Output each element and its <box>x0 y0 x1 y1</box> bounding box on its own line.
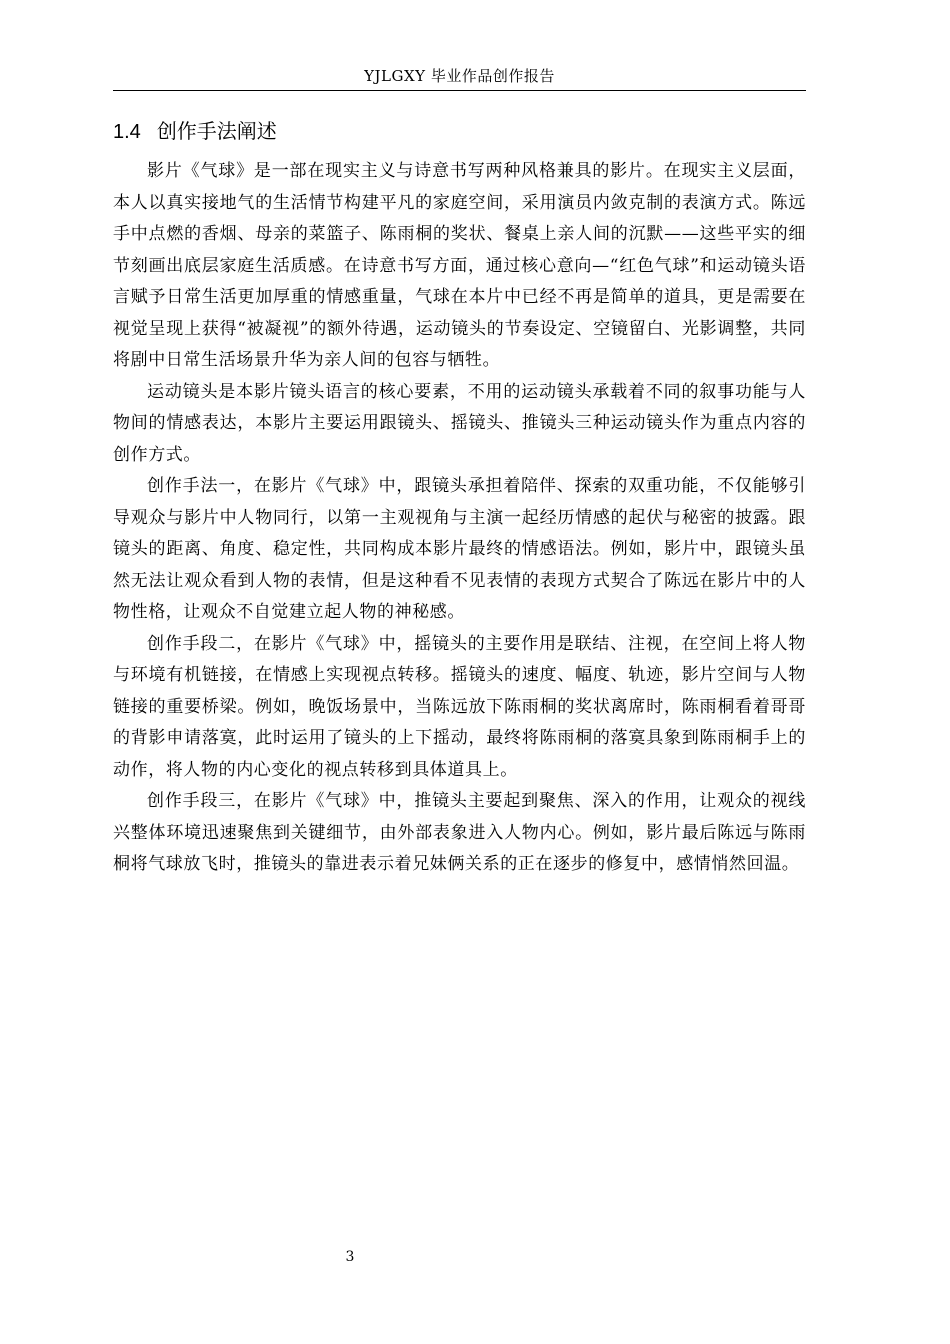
paragraph-technique-two: 创作手段二，在影片《气球》中，摇镜头的主要作用是联结、注视，在空间上将人物与环境有机链接，在情感上实现视点转移。摇镜头的速度、幅度、轨迹，影片空间与人物链接的重要桥梁。例如，晚饭场景中，当陈远放下陈雨桐的奖状离席时，陈雨桐看着哥哥的背影申请落寞，此时运用了镜头的上下摇动，最终将陈雨桐的落寞具象到陈雨桐手上的动作，将人物的内心变化的视点转移到具体道具上。 <box>113 633 806 780</box>
header-rule <box>113 90 806 91</box>
paragraph-technique-one: 创作手法一，在影片《气球》中，跟镜头承担着陪伴、探索的双重功能，不仅能够引导观众与影片中人物同行，以第一主观视角与主演一起经历情感的起伏与秘密的披露。跟镜头的距离、角度、稳定性，共同构成本影片最终的情感语法。例如，影片中，跟镜头虽然无法让观众看到人物的表情，但是这种看不见表情的表现方式契合了陈远在影片中的人物性格，让观众不自觉建立起人物的神秘感。 <box>113 476 806 622</box>
running-header: YJLGXY 毕业作品创作报告 <box>364 67 555 85</box>
paragraph-technique-three: 创作手段三，在影片《气球》中，推镜头主要起到聚焦、深入的作用，让观众的视线兴整体环境迅速聚焦到关键细节，由外部表象进入人物内心。例如，影片最后陈远与陈雨桐将气球放飞时，推镜头的靠进表示着兄妹俩关系的正在逐步的修复中，感情悄然回温。 <box>113 791 806 874</box>
body-text <box>113 156 806 881</box>
paragraph-intro: 影片《气球》是一部在现实主义与诗意书写两种风格兼具的影片。在现实主义层面，本人以真实接地气的生活情节构建平凡的家庭空间，采用演员内敛克制的表演方式。陈远手中点燃的香烟、母亲的菜篮子、陈雨桐的奖状、餐桌上亲人间的沉默——这些平实的细节刻画出底层家庭生活质感。在诗意书写方面，通过核心意向—“红色气球”和运动镜头语言赋予日常生活更加厚重的情感重量，气球在本片中已经不再是简单的道具，更是需要在视觉呈现上获得“被凝视”的额外待遇，运动镜头的节奏设定、空镜留白、光影调整，共同将剧中日常生活场景升华为亲人间的包容与牺牲。 <box>113 161 806 370</box>
page-number: 3 <box>345 1249 355 1265</box>
section-heading <box>113 117 277 146</box>
section-number: 1.4 <box>113 121 141 143</box>
section-title: 创作手法阐述 <box>156 119 277 143</box>
paragraph-camera-movement: 运动镜头是本影片镜头语言的核心要素，不用的运动镜头承载着不同的叙事功能与人物间的情感表达，本影片主要运用跟镜头、摇镜头、推镜头三种运动镜头作为重点内容的创作方式。 <box>113 381 806 465</box>
